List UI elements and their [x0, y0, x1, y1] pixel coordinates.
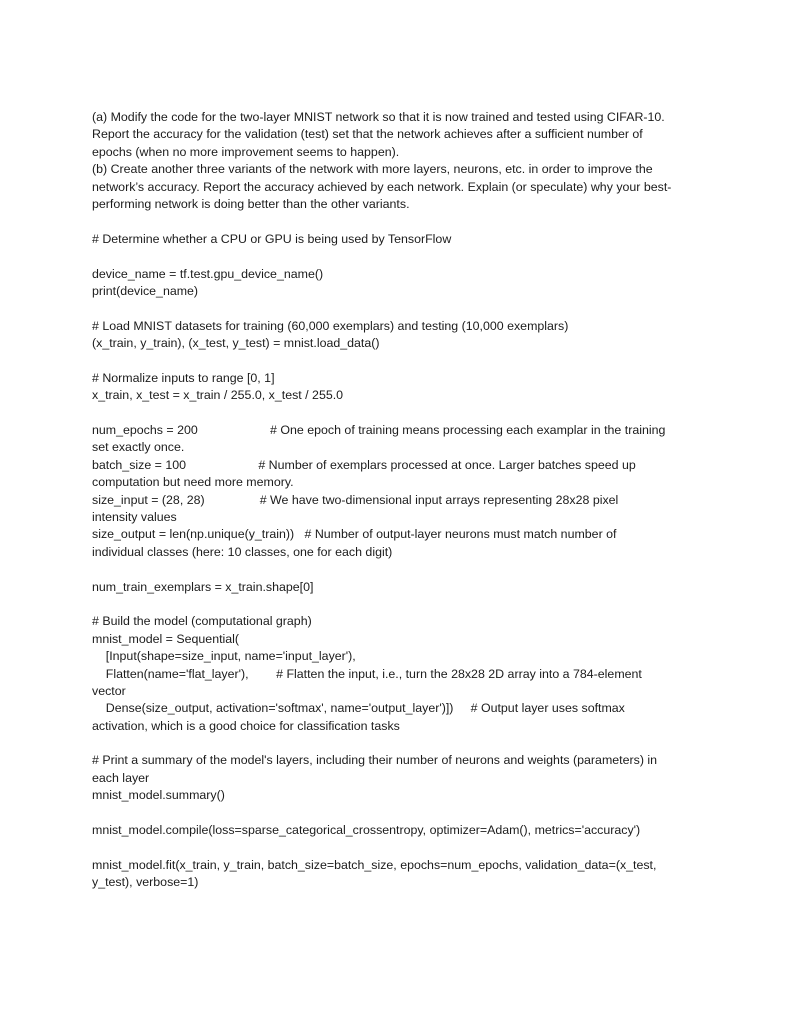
text-line: Report the accuracy for the validation (test) set that the network achieves after a sufficient number of	[92, 127, 643, 142]
text-line: performing network is doing better than the other variants.	[92, 196, 410, 211]
text-line: [Input(shape=size_input, name='input_layer'),	[92, 649, 356, 664]
text-line: epochs (when no more improvement seems to happen).	[92, 144, 400, 159]
text-line: mnist_model.summary()	[92, 788, 225, 803]
document-body	[92, 109, 704, 892]
text-line: mnist_model.compile(loss=sparse_categorical_crossentropy, optimizer=Adam(), metrics='accuracy')	[92, 823, 641, 838]
text-line: num_epochs = 200 # One epoch of training means processing each examplar in the training	[92, 423, 666, 438]
text-line: # Determine whether a CPU or GPU is being used by TensorFlow	[92, 231, 452, 246]
text-line: (b) Create another three variants of the network with more layers, neurons, etc. in order to improve the	[92, 162, 653, 177]
blank-line	[92, 596, 704, 613]
text-line: network’s accuracy. Report the accuracy achieved by each network. Explain (or speculate) why your best-	[92, 179, 672, 194]
text-line: device_name = tf.test.gpu_device_name()	[92, 266, 324, 281]
text-line: num_train_exemplars = x_train.shape[0]	[92, 579, 314, 594]
text-line: # Print a summary of the model's layers, including their number of neurons and weights (parameters) in	[92, 753, 658, 768]
text-line: x_train, x_test = x_train / 255.0, x_test / 255.0	[92, 388, 344, 403]
text-line: mnist_model = Sequential(	[92, 631, 240, 646]
text-line: size_output = len(np.unique(y_train)) # Number of output-layer neurons must match number of	[92, 527, 617, 542]
text-line: y_test), verbose=1)	[92, 875, 199, 890]
text-line: (a) Modify the code for the two-layer MNIST network so that it is now trained and tested using CIFAR-10.	[92, 110, 665, 124]
text-line: activation, which is a good choice for classification tasks	[92, 718, 400, 733]
blank-line	[92, 213, 704, 230]
text-line: size_input = (28, 28) # We have two-dimensional input arrays representing 28x28 pixel	[92, 492, 619, 507]
text-line: Dense(size_output, activation='softmax', name='output_layer')]) # Output layer uses softmax	[92, 701, 625, 716]
blank-line	[92, 735, 704, 752]
blank-line	[92, 839, 704, 856]
blank-line	[92, 248, 704, 265]
text-line: individual classes (here: 10 classes, one for each digit)	[92, 544, 393, 559]
blank-line	[92, 352, 704, 369]
text-line: batch_size = 100 # Number of exemplars processed at once. Larger batches speed up	[92, 457, 636, 472]
text-line: vector	[92, 683, 126, 698]
text-line: mnist_model.fit(x_train, y_train, batch_size=batch_size, epochs=num_epochs, validation_data=(x_test,	[92, 857, 657, 872]
text-line: intensity values	[92, 509, 177, 524]
blank-line	[92, 300, 704, 317]
text-line: Flatten(name='flat_layer'), # Flatten the input, i.e., turn the 28x28 2D array into a 784-element	[92, 666, 642, 681]
text-line: set exactly once.	[92, 440, 185, 455]
text-line: # Build the model (computational graph)	[92, 614, 312, 629]
blank-line	[92, 561, 704, 578]
text-line: # Normalize inputs to range [0, 1]	[92, 370, 275, 385]
text-line: each layer	[92, 770, 150, 785]
text-line: print(device_name)	[92, 283, 199, 298]
text-line: # Load MNIST datasets for training (60,000 exemplars) and testing (10,000 exemplars)	[92, 318, 569, 333]
blank-line	[92, 805, 704, 822]
text-line: computation but need more memory.	[92, 475, 294, 490]
text-line: (x_train, y_train), (x_test, y_test) = mnist.load_data()	[92, 336, 380, 351]
blank-line	[92, 405, 704, 422]
